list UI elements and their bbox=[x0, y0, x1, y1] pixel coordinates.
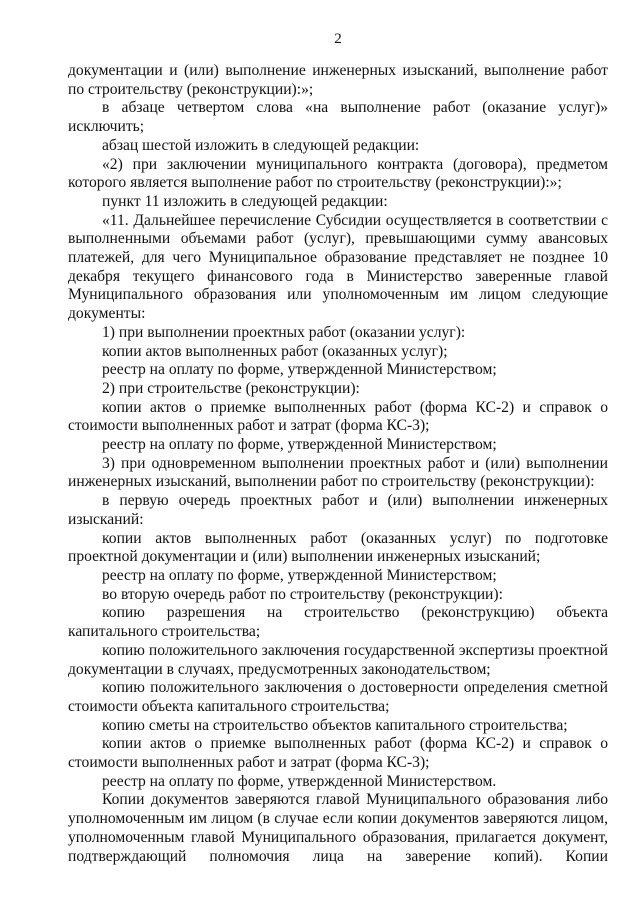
page-number: 2 bbox=[334, 31, 342, 47]
paragraph-8: копии актов выполненных работ (оказанных услуг); bbox=[102, 342, 448, 360]
paragraph-12: реестр на оплату по форме, утвержденной Министерством; bbox=[102, 436, 497, 454]
paragraph-15: копии актов выполненных работ (оказанных услуг) по подготовке проектной документации и (или) выполнении инженерных изысканий; bbox=[68, 529, 608, 566]
paragraph-1: документации и (или) выполнение инженерных изысканий, выполнение работ по строительству (реконструкции):»; bbox=[68, 62, 608, 98]
paragraph-20: копию положительного заключения о достоверности определения сметной стоимости объекта капитального строительства; bbox=[68, 679, 608, 715]
paragraph-22: копии актов о приемке выполненных работ (форма КС-2) и справок о стоимости выполненных работ и затрат (форма КС-3); bbox=[68, 735, 608, 772]
paragraph-9: реестр на оплату по форме, утвержденной Министерством; bbox=[102, 361, 497, 379]
paragraph-24: Копии документов заверяются главой Муниципального образования либо уполномоченным им лицом (в случае если копии документов заверяются лицом, уполномоченным главой Муниципального образования, прилагается документ, подтверждающий полномочия лица на заверение копий). Копии bbox=[68, 791, 608, 865]
paragraph-21: копию сметы на строительство объектов капитального строительства; bbox=[102, 716, 568, 734]
paragraph-11: копии актов о приемке выполненных работ (форма КС-2) и справок о стоимости выполненных работ и затрат (форма КС-3); bbox=[68, 398, 608, 435]
paragraph-2: в абзаце четвертом слова «на выполнение работ (оказание услуг)» исключить; bbox=[68, 99, 608, 136]
paragraph-3: абзац шестой изложить в следующей редакции: bbox=[102, 136, 420, 154]
paragraph-10: 2) при строительстве (реконструкции): bbox=[102, 379, 360, 397]
paragraph-6: «11. Дальнейшее перечисление Субсидии осуществляется в соответствии с выполненными объемами работ (услуг), превышающими сумму авансовых платежей, для чего Муниципальное образование представляет не позднее 10 декабря текущего финансового года в Министерство заверенные главой Муниципального образования или уполномоченным им лицом следующие документы: bbox=[68, 211, 608, 323]
paragraph-5: пункт 11 изложить в следующей редакции: bbox=[102, 192, 388, 210]
paragraph-18: копию разрешения на строительство (реконструкцию) объекта капитального строительства; bbox=[68, 604, 608, 641]
paragraph-14: в первую очередь проектных работ и (или) выполнении инженерных изысканий: bbox=[68, 492, 608, 528]
paragraph-4: «2) при заключении муниципального контракта (договора), предметом которого является выполнение работ по строительству (реконструкции):»; bbox=[68, 155, 608, 192]
paragraph-13: 3) при одновременном выполнении проектных работ и (или) выполнении инженерных изысканий, выполнении работ по строительству (реконструкции): bbox=[68, 454, 608, 491]
paragraph-7: 1) при выполнении проектных работ (оказании услуг): bbox=[102, 323, 466, 341]
paragraph-16: реестр на оплату по форме, утвержденной Министерством; bbox=[102, 566, 497, 584]
paragraph-17: во вторую очередь работ по строительству (реконструкции): bbox=[102, 585, 503, 603]
paragraph-19: копию положительного заключения государственной экспертизы проектной документации в случаях, предусмотренных законодательством; bbox=[68, 641, 608, 678]
paragraph-23: реестр на оплату по форме, утвержденной Министерством. bbox=[102, 772, 497, 790]
